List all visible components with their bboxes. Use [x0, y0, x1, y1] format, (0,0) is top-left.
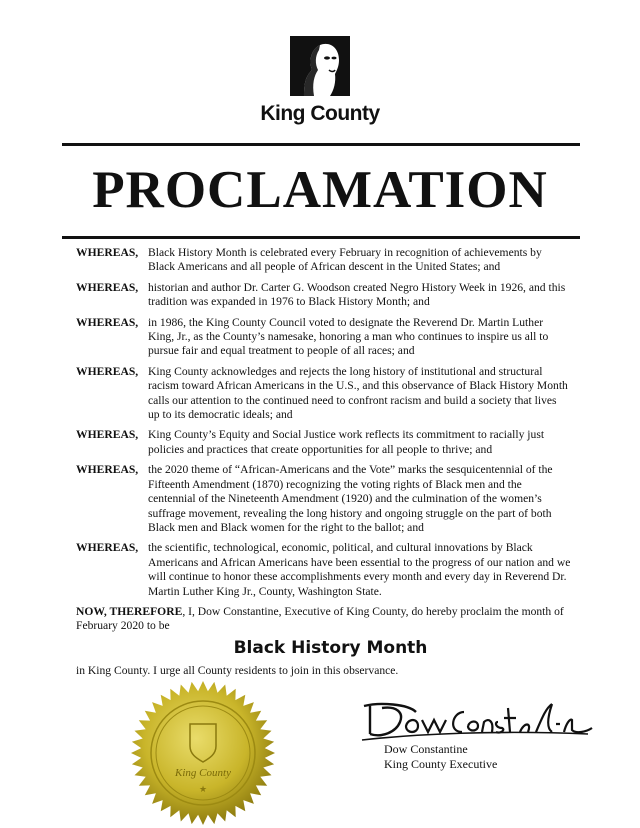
bottom-divider: [62, 236, 580, 239]
clause-text: the scientific, technological, economic, political, and cultural innovations by Black Americans and African Americans have been essential to the progress of our nation and we will continue to honor these accomplishments every month and every day in Reverend Dr. Martin Luther King Jr., County, Washington State.: [148, 541, 571, 598]
whereas-keyword: WHEREAS ,: [76, 281, 138, 295]
whereas-keyword: WHEREAS ,: [76, 365, 138, 379]
clause-text: the 2020 theme of “African-Americans and the Vote” marks the sesquicentennial of the Fifteenth Amendment (1870) recognizing the voting rights of Black men and the centennial of the Nineteenth Amendment (1920) and the culmination of the women’s suffrage movement, revealing the long history and ongoing struggle on the part of both Black men and Black women for the right to the ballot; and: [148, 463, 553, 534]
whereas-keyword: WHEREAS ,: [76, 463, 138, 477]
signer-block: [384, 742, 497, 772]
whereas-clause: [76, 541, 571, 599]
top-divider: [62, 143, 580, 146]
whereas-clause: [76, 281, 571, 310]
county-seal-icon: [130, 680, 276, 826]
whereas-clause: [76, 463, 571, 535]
whereas-clause: [76, 316, 571, 359]
clause-text: Black History Month is celebrated every February in recognition of achievements by Black Americans and all people of African descent in the United States; and: [148, 246, 542, 274]
seal-text: King County: [175, 767, 231, 779]
clause-text: in 1986, the King County Council voted to designate the Reverend Dr. Martin Luther King, Jr., as the County’s namesake, honoring a man who continues to inspire us all to pursue fair and equal treatment to people of all races; and: [148, 315, 549, 358]
king-county-logo-icon: [290, 36, 350, 96]
observance-title: Black History Month: [233, 637, 428, 658]
whereas-clause: [76, 365, 571, 423]
whereas-keyword: WHEREAS ,: [76, 246, 138, 260]
closing-text: in King County. I urge all County residents to join in this observance.: [76, 663, 399, 677]
whereas-keyword: WHEREAS ,: [76, 316, 138, 330]
resolution-paragraph: [76, 605, 571, 634]
whereas-keyword: WHEREAS ,: [76, 541, 138, 555]
signer-role: King County Executive: [384, 757, 498, 771]
organization-name: King County: [260, 102, 380, 125]
clause-text: King County acknowledges and rejects the long history of institutional and structural racism toward African Americans in the U.S., and this observance of Black History Month calls our attention to the continued need to confront racism and build a society that lives up to its democratic ideals; and: [148, 364, 568, 422]
whereas-keyword: WHEREAS ,: [76, 428, 138, 442]
whereas-clause: [76, 428, 571, 457]
signer-name: Dow Constantine: [384, 742, 468, 756]
proclamation-body: [76, 246, 571, 678]
svg-text:★: ★: [198, 785, 208, 795]
page-title: PROCLAMATION: [92, 161, 548, 219]
clause-text: King County’s Equity and Social Justice work reflects its commitment to racially just policies and practices that create opportunities for all people to thrive; and: [148, 428, 545, 456]
signature-icon: [356, 698, 594, 744]
clause-text: historian and author Dr. Carter G. Woodson created Negro History Week in 1926, and this tradition was expanded in 1976 to Black History Month; and: [148, 280, 566, 309]
resolution-text: , I, Dow Constantine, Executive of King County, do hereby proclaim the month of February 2020 to be: [76, 604, 564, 633]
whereas-clause: [76, 246, 571, 275]
resolution-keyword: NOW, THEREFORE: [76, 604, 183, 618]
